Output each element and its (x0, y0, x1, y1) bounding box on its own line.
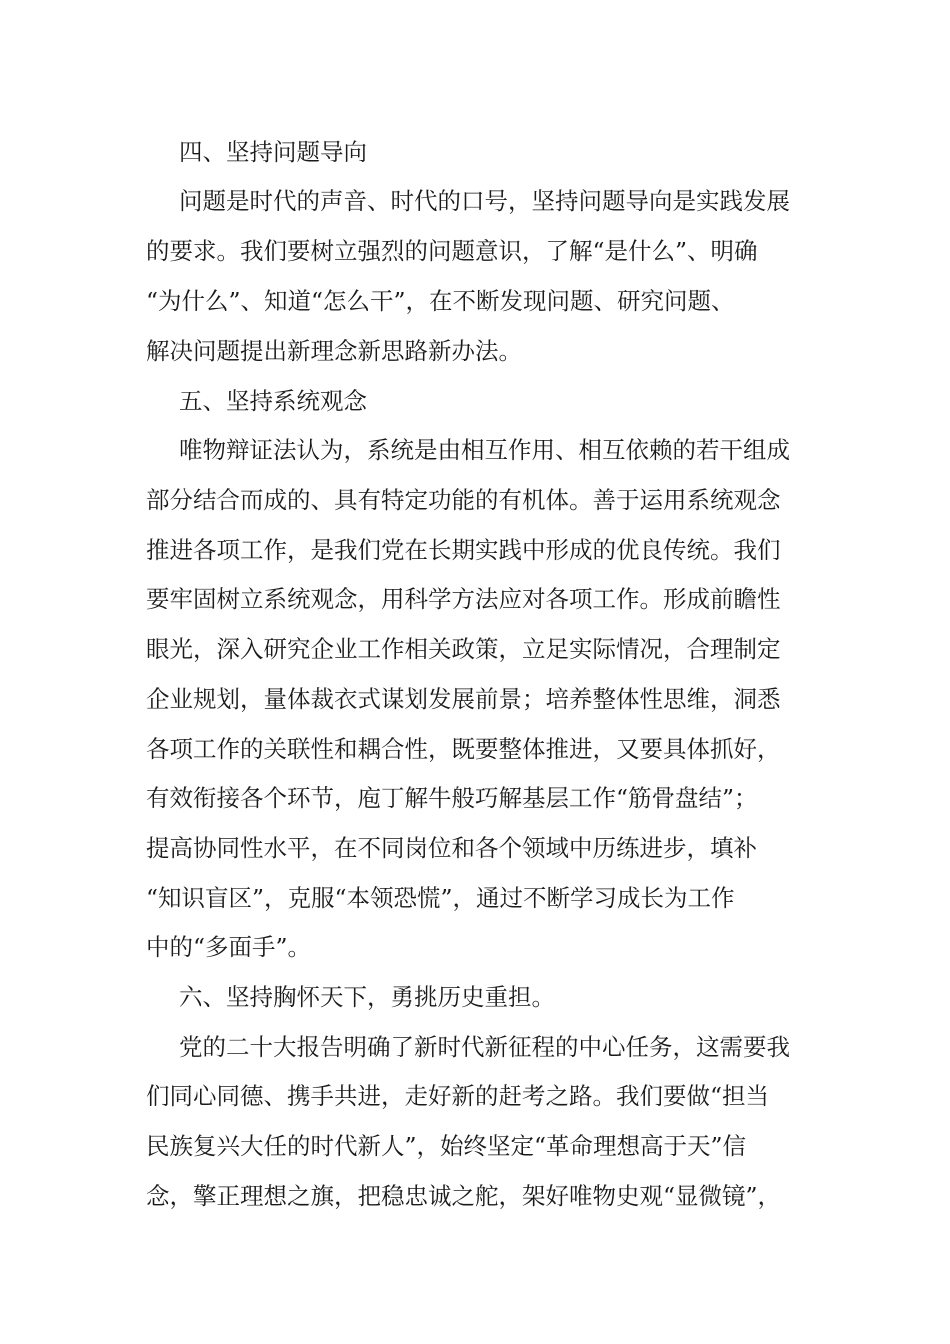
paragraph-line: 各项工作的关联性和耦合性，既要整体推进，又要具体抓好， (146, 735, 781, 763)
paragraph-line: 中的“多面手”。 (146, 933, 312, 961)
section-heading-6: 六、坚持胸怀天下，勇挑历史重担。 (179, 983, 555, 1011)
paragraph-line: 要牢固树立系统观念，用科学方法应对各项工作。形成前瞻性 (146, 585, 781, 613)
paragraph-line: 念，擎正理想之旗，把稳忠诚之舵，架好唯物史观“显微镜”， (146, 1182, 782, 1210)
paragraph-line: 企业规划，量体裁衣式谋划发展前景；培养整体性思维，洞悉 (146, 685, 781, 713)
paragraph-line: 推进各项工作，是我们党在长期实践中形成的优良传统。我们 (146, 536, 781, 564)
paragraph-line: 党的二十大报告明确了新时代新征程的中心任务，这需要我 (179, 1033, 790, 1061)
paragraph-line: 提高协同性水平，在不同岗位和各个领域中历练进步，填补 (146, 834, 757, 862)
paragraph-line: 眼光，深入研究企业工作相关政策，立足实际情况，合理制定 (146, 635, 781, 663)
paragraph-line: 的要求。我们要树立强烈的问题意识，了解“是什么”、明确 (146, 237, 758, 265)
paragraph-line: 民族复兴大任的时代新人”，始终坚定“革命理想高于天”信 (146, 1132, 747, 1160)
paragraph-line: 部分结合而成的、具有特定功能的有机体。善于运用系统观念 (146, 486, 781, 514)
paragraph-line: 们同心同德、携手共进，走好新的赶考之路。我们要做“担当 (146, 1082, 770, 1110)
section-heading-4: 四、坚持问题导向 (179, 138, 367, 166)
paragraph-line: “为什么”、知道“怎么干”，在不断发现问题、研究问题、 (146, 287, 735, 315)
paragraph-line: 唯物辩证法认为，系统是由相互作用、相互依赖的若干组成 (179, 436, 790, 464)
section-heading-5: 五、坚持系统观念 (179, 387, 367, 415)
paragraph-line: 有效衔接各个环节，庖丁解牛般巧解基层工作“筋骨盘结”； (146, 784, 758, 812)
paragraph-line: 解决问题提出新理念新思路新办法。 (146, 337, 522, 365)
paragraph-line: 问题是时代的声音、时代的口号，坚持问题导向是实践发展 (179, 187, 790, 215)
paragraph-line: “知识盲区”，克服“本领恐慌”，通过不断学习成长为工作 (146, 884, 735, 912)
